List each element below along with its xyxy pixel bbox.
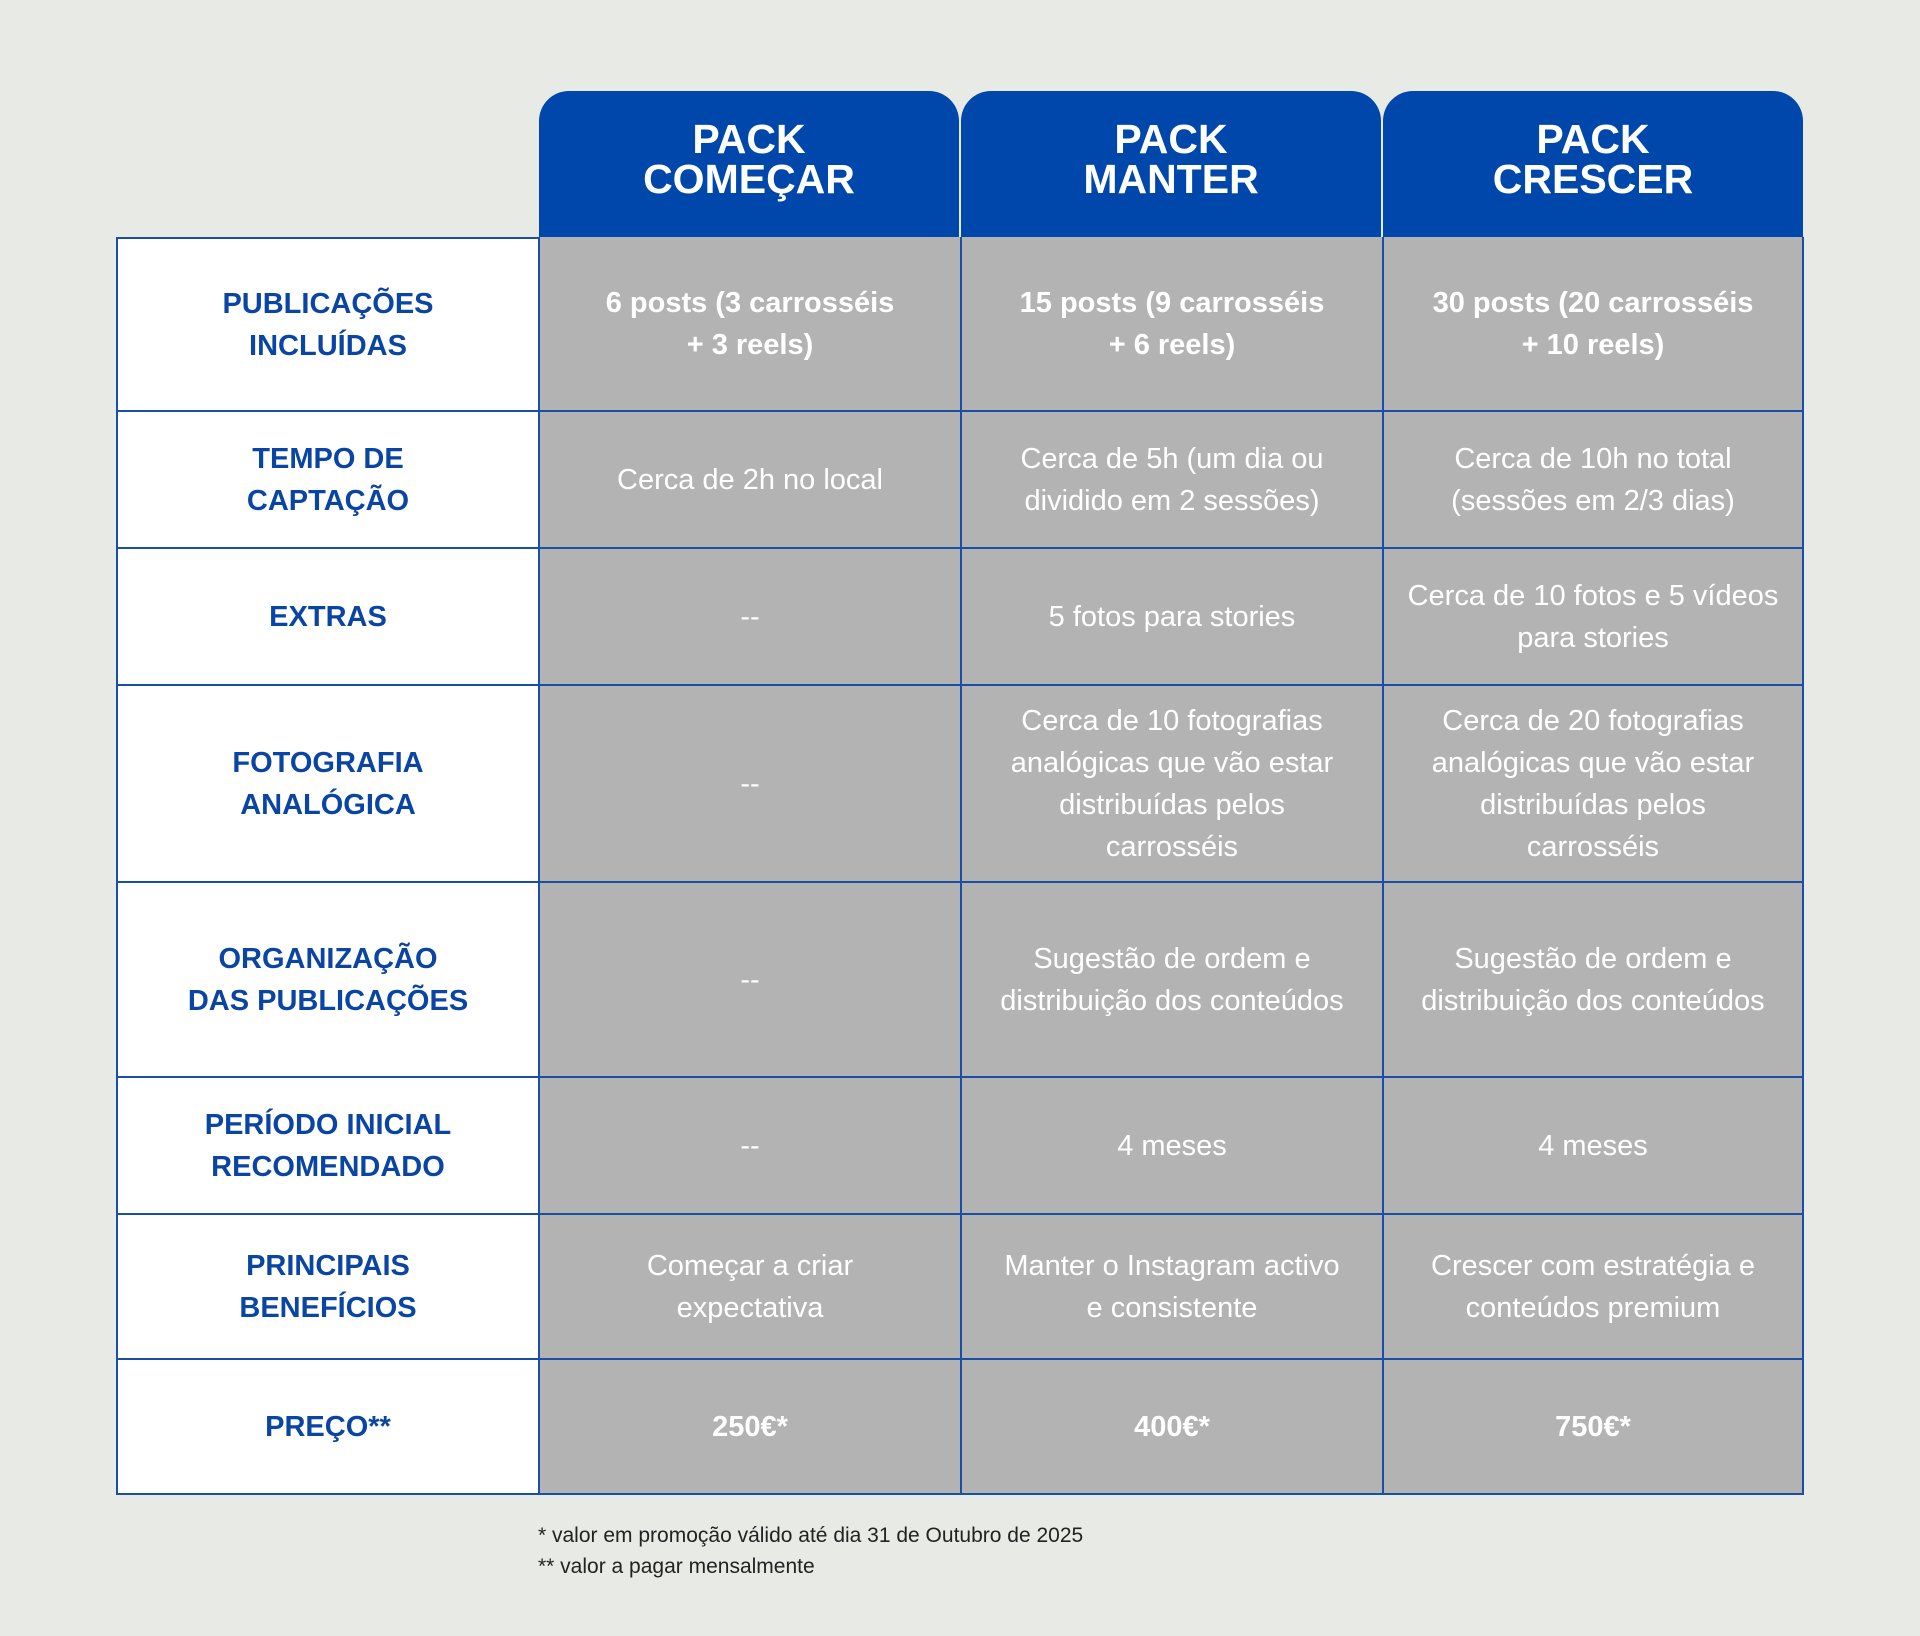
cell-analogica-crescer: Cerca de 20 fotografias analógicas que vão estar distribuídas pelos carrosséis <box>1382 686 1804 883</box>
row-label-extras: EXTRAS <box>116 549 538 686</box>
cell-extras-manter: 5 fotos para stories <box>960 549 1382 686</box>
cell-extras-comecar: -- <box>538 549 960 686</box>
cell-analogica-manter: Cerca de 10 fotografias analógicas que vão estar distribuídas pelos carrosséis <box>960 686 1382 883</box>
pricing-comparison-table <box>116 91 1804 1495</box>
header-pack-manter: PACK MANTER <box>961 91 1381 237</box>
price-comecar: 250€* <box>538 1360 960 1495</box>
price-crescer: 750€* <box>1382 1360 1804 1495</box>
header-spacer <box>117 91 537 237</box>
cell-periodo-crescer: 4 meses <box>1382 1078 1804 1215</box>
price-manter: 400€* <box>960 1360 1382 1495</box>
cell-organizacao-comecar: -- <box>538 883 960 1078</box>
cell-analogica-comecar: -- <box>538 686 960 883</box>
row-label-fotografia-analogica: FOTOGRAFIA ANALÓGICA <box>116 686 538 883</box>
cell-tempo-comecar: Cerca de 2h no local <box>538 412 960 549</box>
row-label-organizacao: ORGANIZAÇÃO DAS PUBLICAÇÕES <box>116 883 538 1078</box>
row-label-preco: PREÇO** <box>116 1360 538 1495</box>
cell-publicacoes-comecar: 6 posts (3 carrosséis + 3 reels) <box>538 237 960 412</box>
cell-tempo-manter: Cerca de 5h (um dia ou dividido em 2 sessões) <box>960 412 1382 549</box>
cell-publicacoes-crescer: 30 posts (20 carrosséis + 10 reels) <box>1382 237 1804 412</box>
cell-publicacoes-manter: 15 posts (9 carrosséis + 6 reels) <box>960 237 1382 412</box>
footnote-monthly: ** valor a pagar mensalmente <box>538 1555 815 1578</box>
cell-beneficios-crescer: Crescer com estratégia e conteúdos premium <box>1382 1215 1804 1360</box>
cell-beneficios-comecar: Começar a criar expectativa <box>538 1215 960 1360</box>
cell-periodo-comecar: -- <box>538 1078 960 1215</box>
cell-extras-crescer: Cerca de 10 fotos e 5 vídeos para stories <box>1382 549 1804 686</box>
row-label-publicacoes: PUBLICAÇÕES INCLUÍDAS <box>116 237 538 412</box>
footnote-promotion: * valor em promoção válido até dia 31 de Outubro de 2025 <box>538 1524 1084 1547</box>
cell-periodo-manter: 4 meses <box>960 1078 1382 1215</box>
cell-beneficios-manter: Manter o Instagram activo e consistente <box>960 1215 1382 1360</box>
header-pack-crescer: PACK CRESCER <box>1383 91 1803 237</box>
row-label-tempo-captacao: TEMPO DE CAPTAÇÃO <box>116 412 538 549</box>
row-label-periodo-inicial: PERÍODO INICIAL RECOMENDADO <box>116 1078 538 1215</box>
row-label-beneficios: PRINCIPAIS BENEFÍCIOS <box>116 1215 538 1360</box>
cell-organizacao-crescer: Sugestão de ordem e distribuição dos conteúdos <box>1382 883 1804 1078</box>
cell-tempo-crescer: Cerca de 10h no total (sessões em 2/3 dias) <box>1382 412 1804 549</box>
header-pack-comecar: PACK COMEÇAR <box>539 91 959 237</box>
footnotes <box>538 1520 1083 1582</box>
cell-organizacao-manter: Sugestão de ordem e distribuição dos conteúdos <box>960 883 1382 1078</box>
